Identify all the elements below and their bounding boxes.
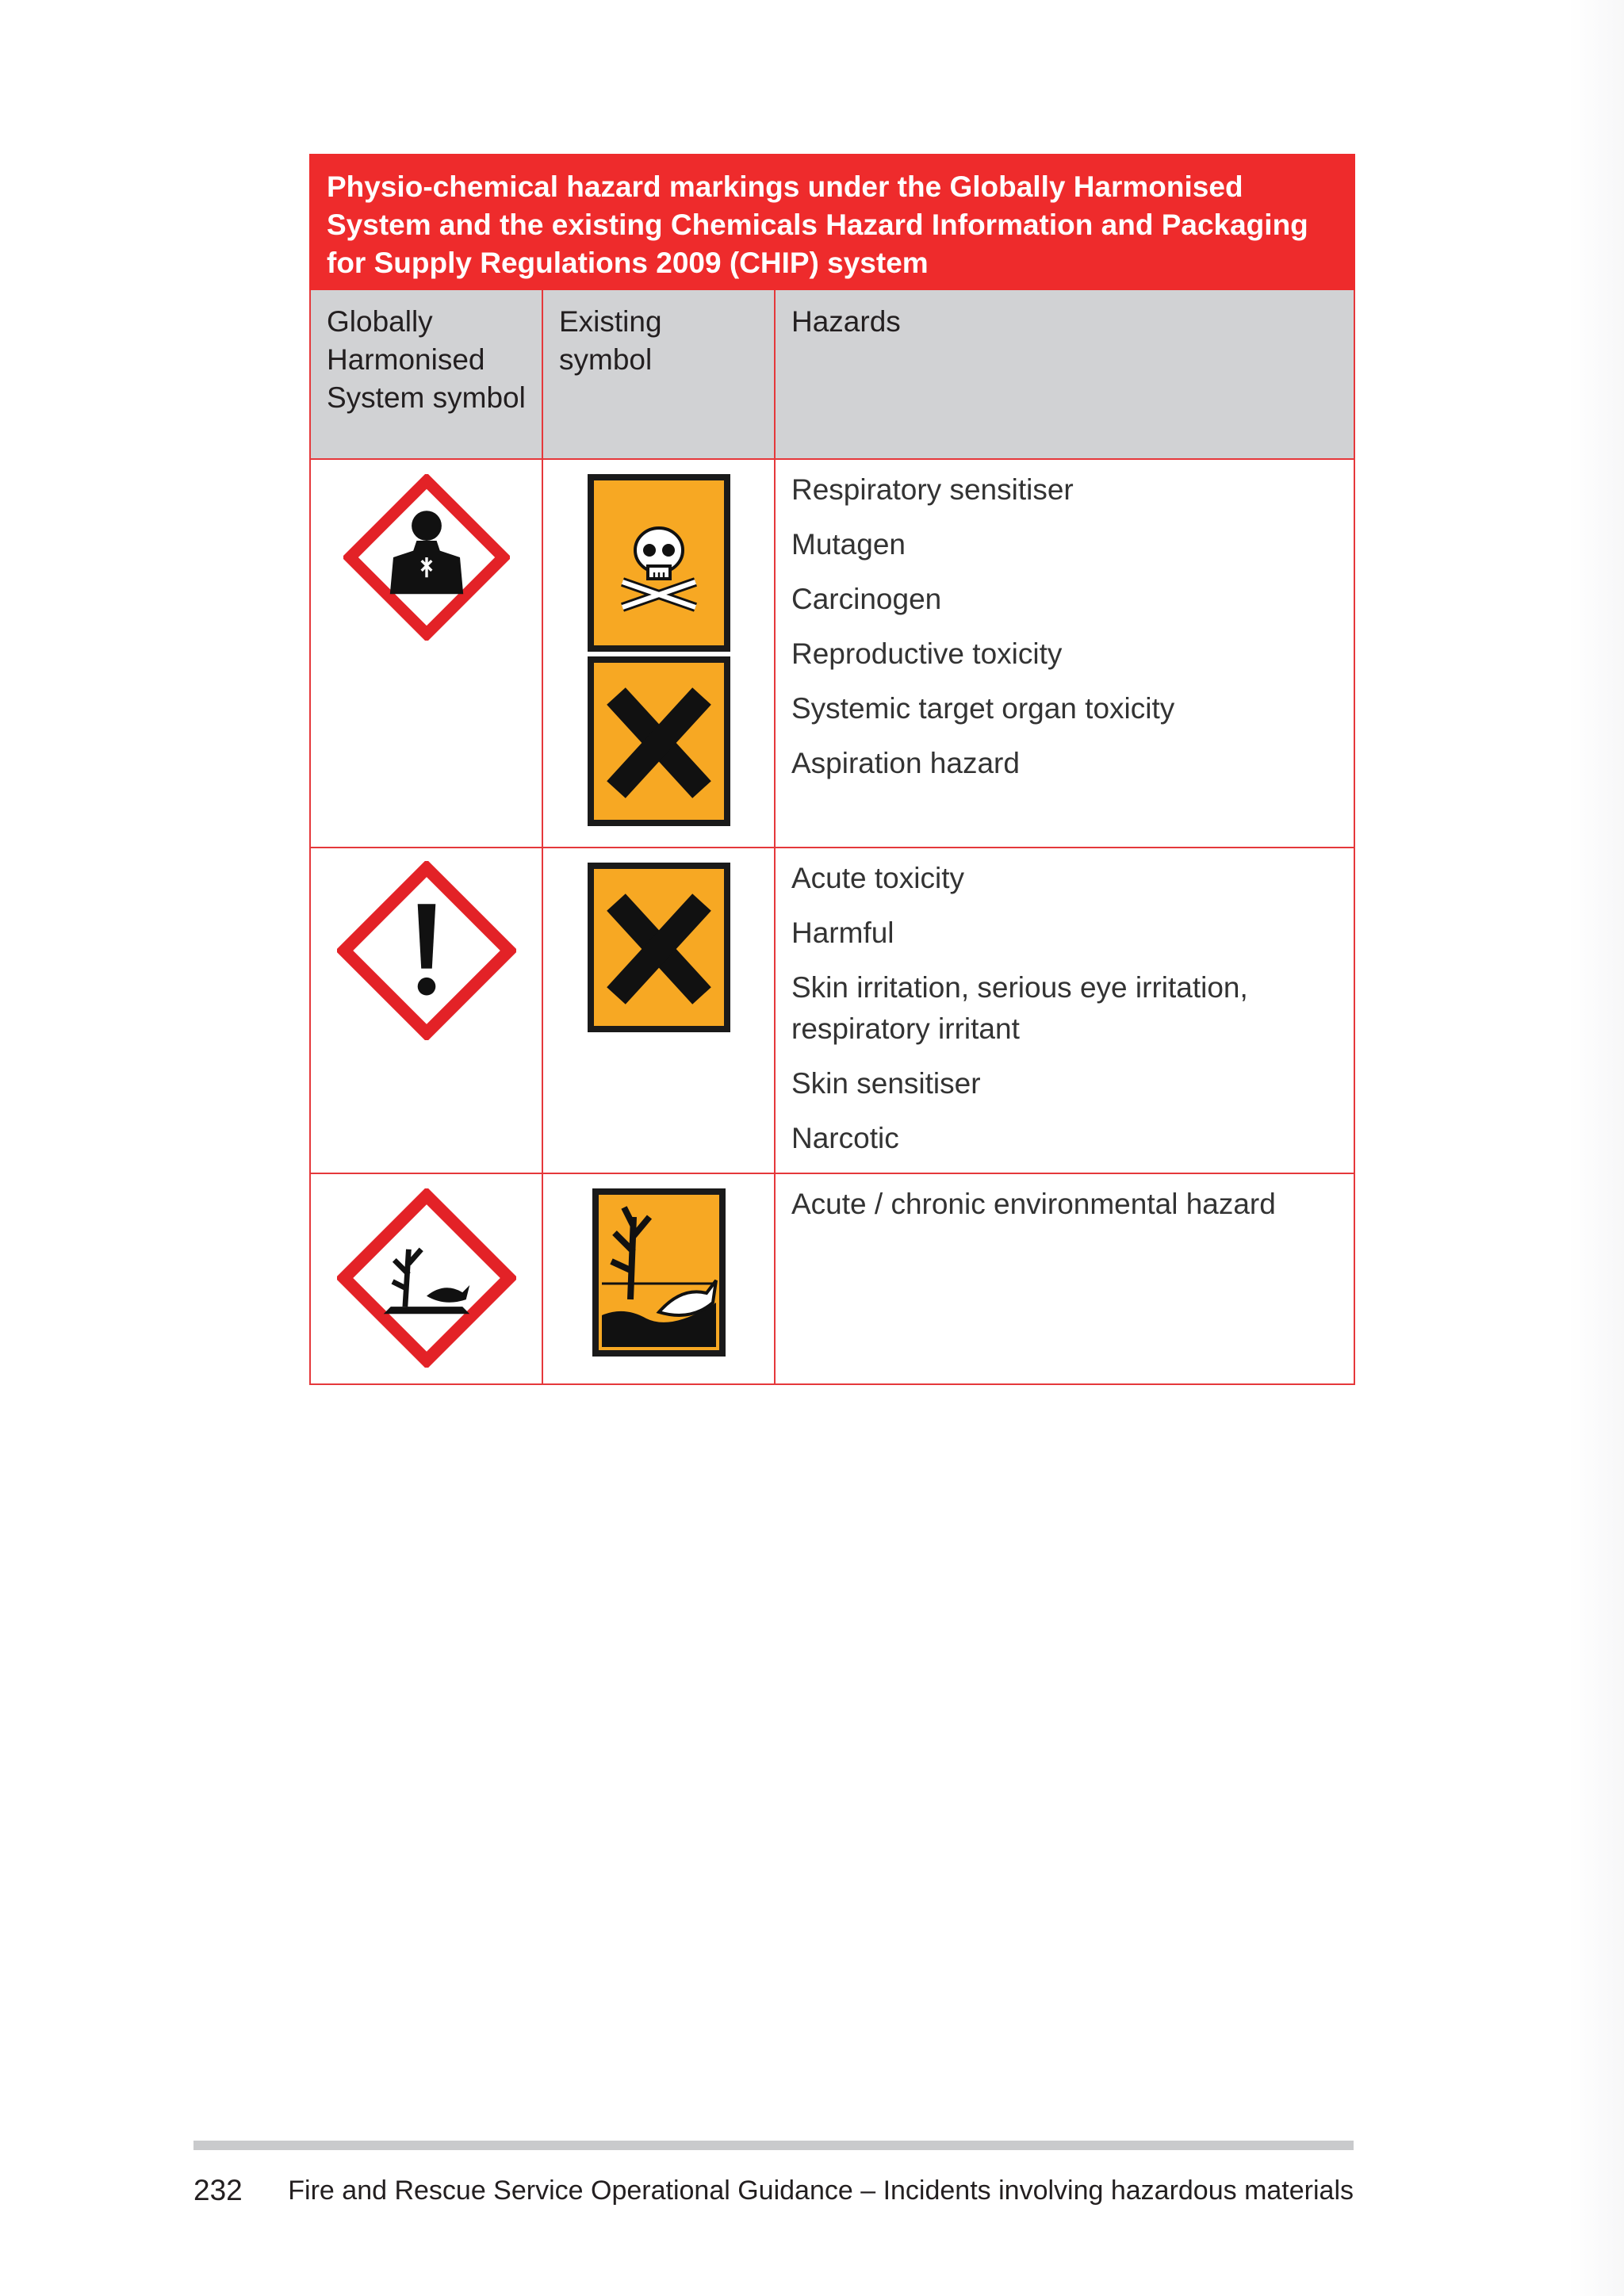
table-row: [310, 1173, 1354, 1384]
table-row: [310, 848, 1354, 1173]
skull-crossbones-icon: [588, 474, 730, 652]
hazard-item: Mutagen: [791, 528, 906, 561]
footer-rule: [193, 2141, 1354, 2150]
page-edge-shade: [1568, 0, 1624, 2296]
running-title: Fire and Rescue Service Operational Guidance – Incidents involving hazardous materials: [288, 2175, 1354, 2206]
page-number: 232: [193, 2174, 243, 2206]
ghs-symbol-cell: [310, 459, 542, 848]
environment-hazard-icon: [337, 1188, 516, 1368]
table-header-row: [310, 289, 1354, 459]
hazard-item: Reproductive toxicity: [791, 637, 1063, 670]
hazard-item: Acute toxicity: [791, 862, 964, 894]
hazard-item: Acute / chronic environmental hazard: [791, 1188, 1276, 1220]
hazard-item: Narcotic: [791, 1122, 899, 1154]
existing-symbol-cell: [542, 848, 775, 1173]
header-hazards: Hazards: [775, 289, 1354, 459]
hazards-cell: [775, 1173, 1354, 1384]
dead-tree-fish-icon: [592, 1188, 726, 1357]
table-title-row: [310, 155, 1354, 289]
hazard-item: Systemic target organ toxicity: [791, 692, 1175, 725]
hazards-cell: [775, 848, 1354, 1173]
saltire-cross-icon: [588, 656, 730, 826]
hazard-item: Skin irritation, serious eye irritation, respiratory irritant: [791, 971, 1248, 1045]
exclamation-mark-icon: [337, 861, 516, 1040]
table-row: [310, 459, 1354, 848]
hazards-cell: [775, 459, 1354, 848]
saltire-cross-icon: [588, 863, 730, 1032]
hazard-item: Carcinogen: [791, 583, 942, 615]
hazard-item: Harmful: [791, 916, 894, 949]
hazard-item: Respiratory sensitiser: [791, 473, 1074, 506]
header-existing-symbol: Existing symbol: [542, 289, 775, 459]
header-ghs-symbol: Globally Harmonised System symbol: [310, 289, 542, 459]
hazard-markings-table: [309, 154, 1355, 1385]
health-hazard-icon: [343, 474, 510, 641]
hazard-item: Aspiration hazard: [791, 747, 1020, 779]
ghs-symbol-cell: [310, 1173, 542, 1384]
table-title: Physio-chemical hazard markings under the Globally Harmonised System and the existing Chemicals Hazard Information and Packaging for Supply Regulations 2009 (CHIP) system: [310, 155, 1354, 289]
existing-symbol-cell: [542, 459, 775, 848]
existing-symbol-cell: [542, 1173, 775, 1384]
ghs-symbol-cell: [310, 848, 542, 1173]
hazard-item: Skin sensitiser: [791, 1067, 981, 1100]
